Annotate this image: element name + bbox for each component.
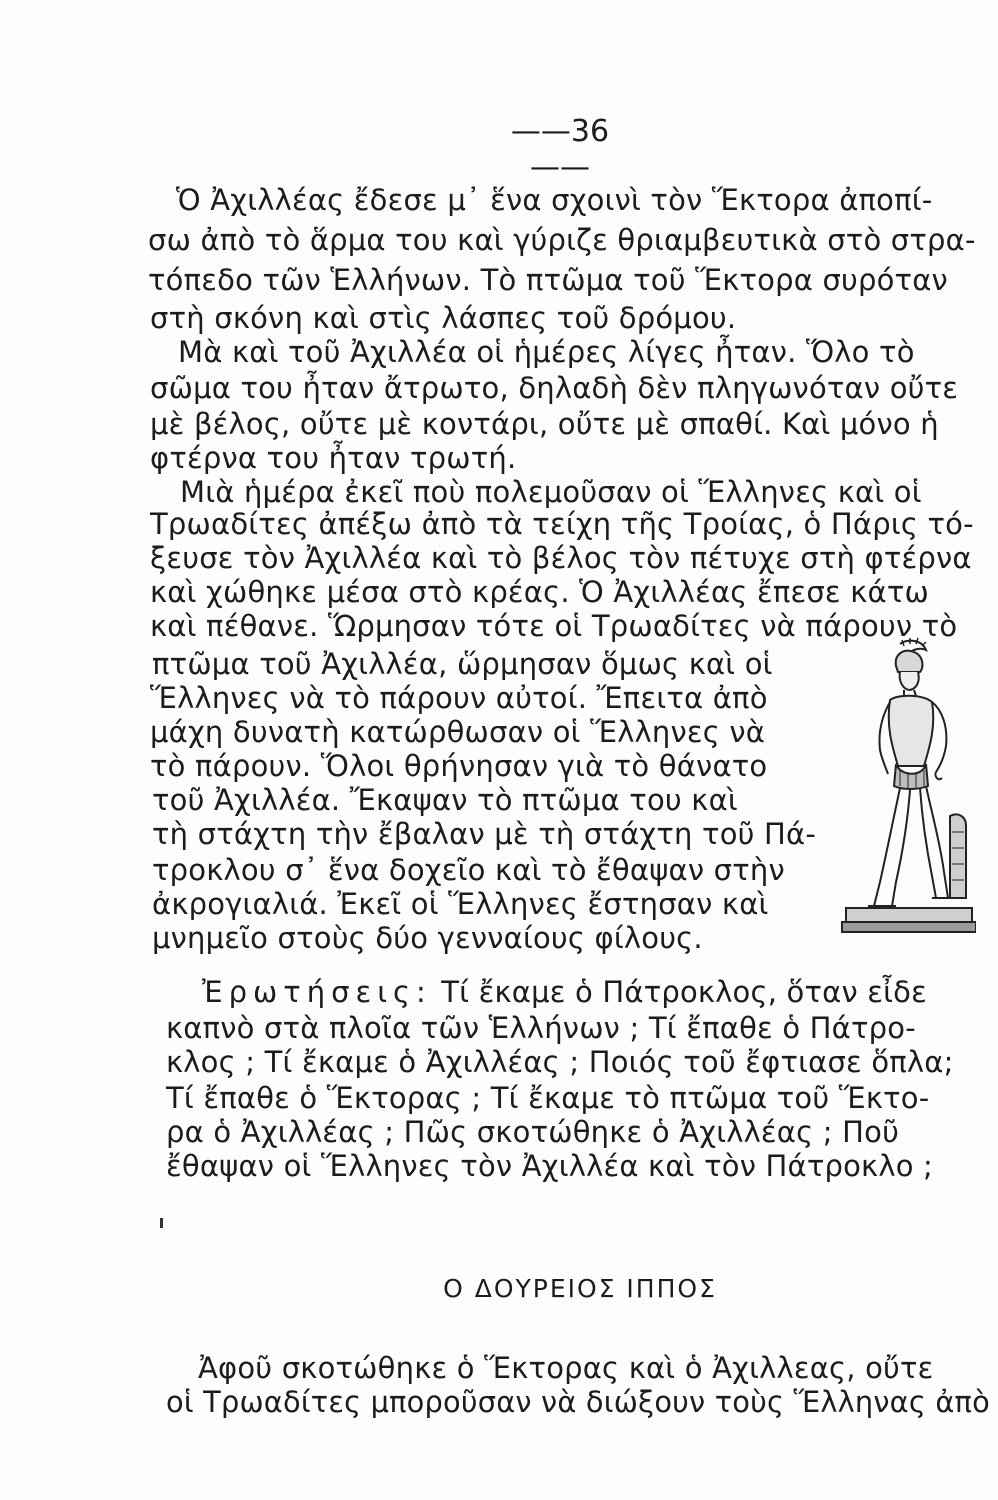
questions-line-3: κλος ; Τί ἔκαμε ὁ Ἀχιλλέας ; Ποιός τοῦ ἔφτιασε ὅπλα; [166, 1045, 954, 1079]
paragraph-2-line-4: φτέρνα του ἦταν τρωτή. [150, 441, 517, 475]
questions-line-2: καπνὸ στὰ πλοῖα τῶν Ἑλλήνων ; Τί ἔπαθε ὁ Πάτρο- [166, 1011, 916, 1045]
paragraph-1-line-1: Ὁ Ἀχιλλέας ἔδεσε μ᾿ ἕνα σχοινὶ τὸν Ἕκτορα ἀποπί- [176, 183, 933, 217]
paragraph-3-line-3: ξευσε τὸν Ἀχιλλέα καὶ τὸ βέλος τὸν πέτυχε στὴ φτέρνα [150, 541, 972, 575]
questions-line-4: Τί ἔπαθε ὁ Ἕκτορας ; Τί ἔκαμε τὸ πτῶμα τοῦ Ἕκτο- [166, 1081, 930, 1115]
separator-mark [160, 1218, 163, 1228]
paragraph-3-line-10: τοῦ Ἀχιλλέα. Ἔκαψαν τὸ πτῶμα του καὶ [152, 783, 738, 817]
paragraph-3-line-1: Μιὰ ἡμέρα ἐκεῖ ποὺ πολεμοῦσαν οἱ Ἕλληνες καὶ οἱ [180, 475, 922, 509]
paragraph-3-line-13: ἀκρογιαλιά. Ἐκεῖ οἱ Ἕλληνες ἔστησαν καὶ [152, 887, 769, 921]
paragraph-3-line-8: μάχη δυνατὴ κατώρθωσαν οἱ Ἕλληνες νὰ [150, 715, 766, 749]
page-number: ——36—— [510, 114, 610, 185]
paragraph-3-line-6: πτῶμα τοῦ Ἀχιλλέα, ὥρμησαν ὅμως καὶ οἱ [152, 647, 773, 681]
paragraph-1-line-4: στὴ σκόνη καὶ στὶς λάσπες τοῦ δρόμου. [150, 301, 737, 335]
next-section-line-1: Ἀφοῦ σκοτώθηκε ὁ Ἕκτορας καὶ ὁ Ἀχιλλεας, οὔτε [198, 1351, 934, 1385]
questions-first-line [202, 974, 927, 1010]
paragraph-3-line-14: μνημεῖο στοὺς δύο γενναίους φίλους. [152, 921, 703, 955]
next-section-line-2: οἱ Τρωαδίτες μποροῦσαν νὰ διώξουν τοὺς Ἕλληνας ἀπὸ [166, 1385, 990, 1419]
paragraph-3-line-9: τὸ πάρουν. Ὅλοι θρήνησαν γιὰ τὸ θάνατο [150, 749, 768, 783]
paragraph-3-line-2: Τρωαδίτες ἀπέξω ἀπὸ τὰ τείχη τῆς Τροίας, ὁ Πάρις τό- [150, 507, 974, 541]
paragraph-1-line-3: τόπεδο τῶν Ἑλλήνων. Τὸ πτῶμα τοῦ Ἕκτορα συρόταν [148, 263, 948, 297]
section-heading: Ο ΔΟΥΡΕΙΟΣ ΙΠΠΟΣ [443, 1274, 717, 1303]
paragraph-3-line-11: τὴ στάχτη τὴν ἔβαλαν μὲ τὴ στάχτη τοῦ Πά- [152, 817, 817, 851]
paragraph-2-line-3: μὲ βέλος, οὔτε μὲ κοντάρι, οὔτε μὲ σπαθί. Καὶ μόνο ἡ [150, 407, 939, 441]
questions-line-6: ἔθαψαν οἱ Ἕλληνες τὸν Ἀχιλλέα καὶ τὸν Πάτροκλο ; [166, 1149, 934, 1183]
paragraph-3-line-5: καὶ πέθανε. Ὥρμησαν τότε οἱ Τρωαδίτες νὰ πάρουν τὸ [150, 609, 958, 643]
questions-line-1: Τί ἔκαμε ὁ Πάτροκλος, ὅταν εἶδε [441, 975, 927, 1009]
paragraph-3-line-12: τροκλου σ᾿ ἕνα δοχεῖο καὶ τὸ ἔθαψαν στὴν [152, 853, 785, 887]
paragraph-2-line-1: Μὰ καὶ τοῦ Ἀχιλλέα οἱ ἡμέρες λίγες ἦταν. Ὅλο τὸ [178, 335, 915, 369]
questions-label: Ἐρωτήσεις: [202, 975, 432, 1009]
paragraph-3-line-7: Ἕλληνες νὰ τὸ πάρουν αὐτοί. Ἔπειτα ἀπὸ [150, 681, 768, 715]
achilles-statue-icon [838, 636, 976, 936]
paragraph-1-line-2: σω ἀπὸ τὸ ἅρμα του καὶ γύριζε θριαμβευτικὰ στὸ στρα- [148, 223, 976, 257]
paragraph-2-line-2: σῶμα του ἦταν ἄτρωτο, δηλαδὴ δὲν πληγωνόταν οὔτε [150, 371, 959, 405]
paragraph-3-line-4: καὶ χώθηκε μέσα στὸ κρέας. Ὁ Ἀχιλλέας ἔπεσε κάτω [150, 575, 929, 609]
questions-line-5: ρα ὁ Ἀχιλλέας ; Πῶς σκοτώθηκε ὁ Ἀχιλλέας ; Ποῦ [166, 1115, 900, 1149]
